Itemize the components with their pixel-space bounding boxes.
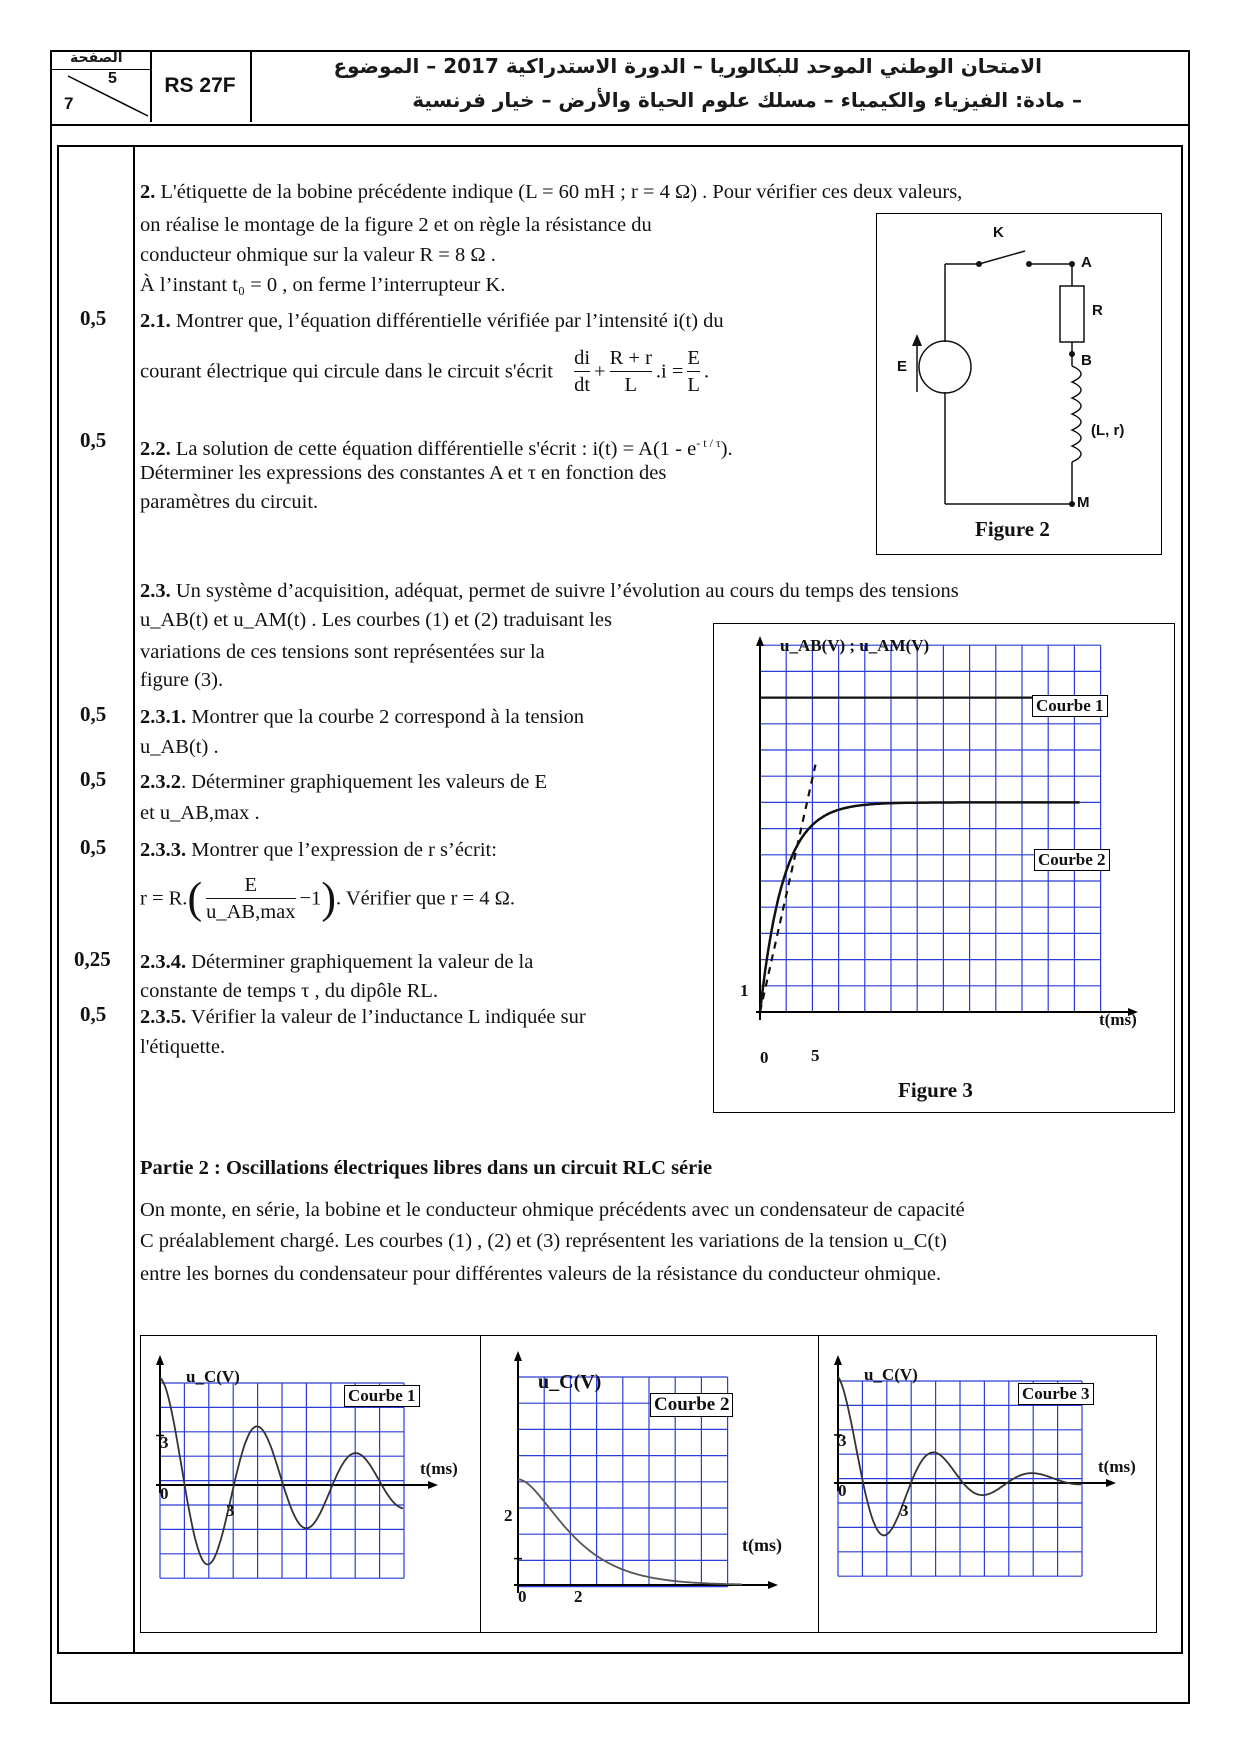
q2-3-line-2: u_AB(t) et u_AM(t) . Les courbes (1) et (2) traduisant les [140,609,612,631]
part2-title: Partie 2 : Oscillations électriques libres dans un circuit RLC série [140,1157,713,1179]
graph-3-ylabel: u_C(V) [864,1365,918,1384]
courbe-2-uc-line [518,1479,742,1584]
q2-3-5-line-2: l'étiquette. [140,1036,226,1058]
figure-3 [713,623,1175,1113]
graph-2-ylabel: u_C(V) [538,1371,602,1393]
q2-line-2: on réalise le montage de la figure 2 et on règle la résistance du [140,214,652,236]
graph-1-y0: 0 [160,1484,169,1503]
page-label: الصفحة [70,50,123,66]
figure-3-caption: Figure 3 [898,1078,973,1102]
circuit-diagram [877,214,1161,554]
q2-3-4-line-2: constante de temps τ , du dipôle RL. [140,980,439,1002]
graphs-divider-2 [818,1335,819,1633]
score-2-3-2: 0,5 [80,767,107,791]
part2-line-3: entre les bornes du condensateur pour différentes valeurs de la résistance du conducteur ohmique. [140,1263,942,1285]
q2-3-2-line-1: 2.3.2. Déterminer graphiquement les valeurs de E [140,771,548,793]
q2-3-1-line-2: u_AB(t) . [140,736,219,758]
score-2-3-4: 0,25 [74,947,111,971]
graphs-divider-1 [480,1335,481,1633]
q2-1-line-2: courant électrique qui circule dans le circuit s'écrit $\frac{di}{dt}$ + $\frac{R + r}{L}$ .i = $\frac{E}{L}$ . [140,347,710,396]
q2-3-3-line-1: 2.3.3. Montrer que l’expression de r s’écrit: [140,839,497,861]
q2-3-2-line-2: et u_AB,max . [140,802,260,824]
score-2-3-3: 0,5 [80,835,107,859]
graph-1-name: Courbe 1 [344,1385,420,1407]
label-e: E [897,358,908,375]
page-divider [50,70,150,122]
graph-2-chart [482,1337,818,1631]
graph-2-xlabel: t(ms) [742,1535,782,1555]
score-2-3-1: 0,5 [80,702,107,726]
tangent-line [760,765,815,1012]
graph-1-xlabel: t(ms) [420,1459,458,1478]
graph-2-x0: 0 [518,1587,527,1606]
graph-2-x2: 2 [574,1587,583,1606]
y-axis-arrow [834,1355,842,1365]
q2-3-line-1: 2.3. Un système d’acquisition, adéquat, permet de suivre l’évolution au cours du temps des tensions [140,580,959,602]
label-m: M [1077,494,1090,511]
q2-2-line-2: Déterminer les expressions des constantes A et τ en fonction des [140,462,667,484]
x-axis-arrow [428,1481,438,1489]
q2-line-4: À l’instant t₀ = 0 , on ferme l’interrupteur K. [140,274,506,296]
q2-3-3-line-2: r = R.( $\frac{E}{u\_AB,\max}$ −1). Vérifier que r = 4 Ω. [140,873,515,923]
q2-3-line-4: figure (3). [140,669,224,691]
figure-3-xlabel: t(ms) [1099,1010,1137,1029]
graph-2-y2: 2 [504,1506,513,1525]
page-number-box [50,50,152,122]
graph-2-name: Courbe 2 [650,1393,733,1417]
y-axis-arrow [156,1355,164,1365]
page-total: 7 [64,94,74,113]
x-axis-arrow [768,1581,778,1589]
y-axis-arrow [756,636,764,646]
q2-3-line-3: variations de ces tensions sont représentées sur la [140,641,545,663]
graph-3-y0: 0 [838,1481,847,1500]
label-r: R [1092,302,1103,319]
q2-1-line-1: 2.1. Montrer que, l’équation différentielle vérifiée par l’intensité i(t) du [140,310,724,332]
figure-3-y-tick-1: 1 [740,981,749,1000]
label-lr: (L, r) [1091,422,1125,439]
figure-3-courbe-1: Courbe 1 [1032,695,1108,717]
graph-courbe-3 [820,1337,1155,1631]
x-axis-arrow [1106,1479,1116,1487]
q2-3-5-line-1: 2.3.5. Vérifier la valeur de l’inductance L indiquée sur [140,1006,586,1028]
q2-line-1: 2. L'étiquette de la bobine précédente indique (L = 60 mH ; r = 4 Ω) . Pour vérifier ces deux valeurs, [140,181,963,203]
y-axis-arrow [514,1351,522,1361]
graph-3-y3: 3 [838,1431,847,1450]
graph-3-name: Courbe 3 [1018,1383,1094,1405]
page-number: 5 [108,70,117,87]
q2-3-4-line-1: 2.3.4. Déterminer graphiquement la valeur de la [140,951,534,973]
header-line-1: الامتحان الوطني الموحد للبكالوريا – الدورة الاستدراكية 2017 – الموضوع [333,54,1042,78]
label-k: K [993,224,1004,241]
figure-2-caption: Figure 2 [975,517,1050,541]
score-2-2: 0,5 [80,428,107,452]
header-line-2: – مادة: الفيزياء والكيمياء – مسلك علوم الحياة والأرض – خيار فرنسية [412,88,1082,112]
graph-3-x3: 3 [900,1501,909,1520]
figure-3-courbe-2: Courbe 2 [1034,849,1110,871]
figure-3-x-tick-5: 5 [811,1046,820,1065]
score-2-1: 0,5 [80,306,107,330]
part2-line-2: C préalablement chargé. Les courbes (1) , (2) et (3) représentent les variations de la tension u_C(t) [140,1230,947,1252]
score-2-3-5: 0,5 [80,1002,107,1026]
figure-3-ylabel: u_AB(V) ; u_AM(V) [780,636,930,655]
q2-3-1-line-1: 2.3.1. Montrer que la courbe 2 correspond à la tension [140,706,585,728]
q2-line-3: conducteur ohmique sur la valeur R = 8 Ω . [140,244,496,266]
graph-3-xlabel: t(ms) [1098,1457,1136,1476]
graph-1-y3: 3 [160,1433,169,1452]
graph-courbe-2 [482,1337,818,1631]
graph-courbe-1 [142,1337,480,1631]
part2-line-1: On monte, en série, la bobine et le conducteur ohmique précédents avec un condensateur de capacité [140,1199,965,1221]
graph-1-ylabel: u_C(V) [186,1367,240,1386]
label-b: B [1081,352,1092,369]
exam-code: RS 27F [150,50,252,122]
q2-2-line-1: 2.2. La solution de cette équation différentielle s'écrit : $i(t) = A(1 - e^{- t / \tau})$. [140,436,733,460]
figure-3-x-tick-0: 0 [760,1048,769,1067]
figure-2 [876,213,1162,555]
label-a: A [1081,254,1092,271]
q2-2-line-3: paramètres du circuit. [140,491,319,513]
graph-1-x3: 3 [226,1501,235,1520]
e-arrowhead [912,334,922,346]
